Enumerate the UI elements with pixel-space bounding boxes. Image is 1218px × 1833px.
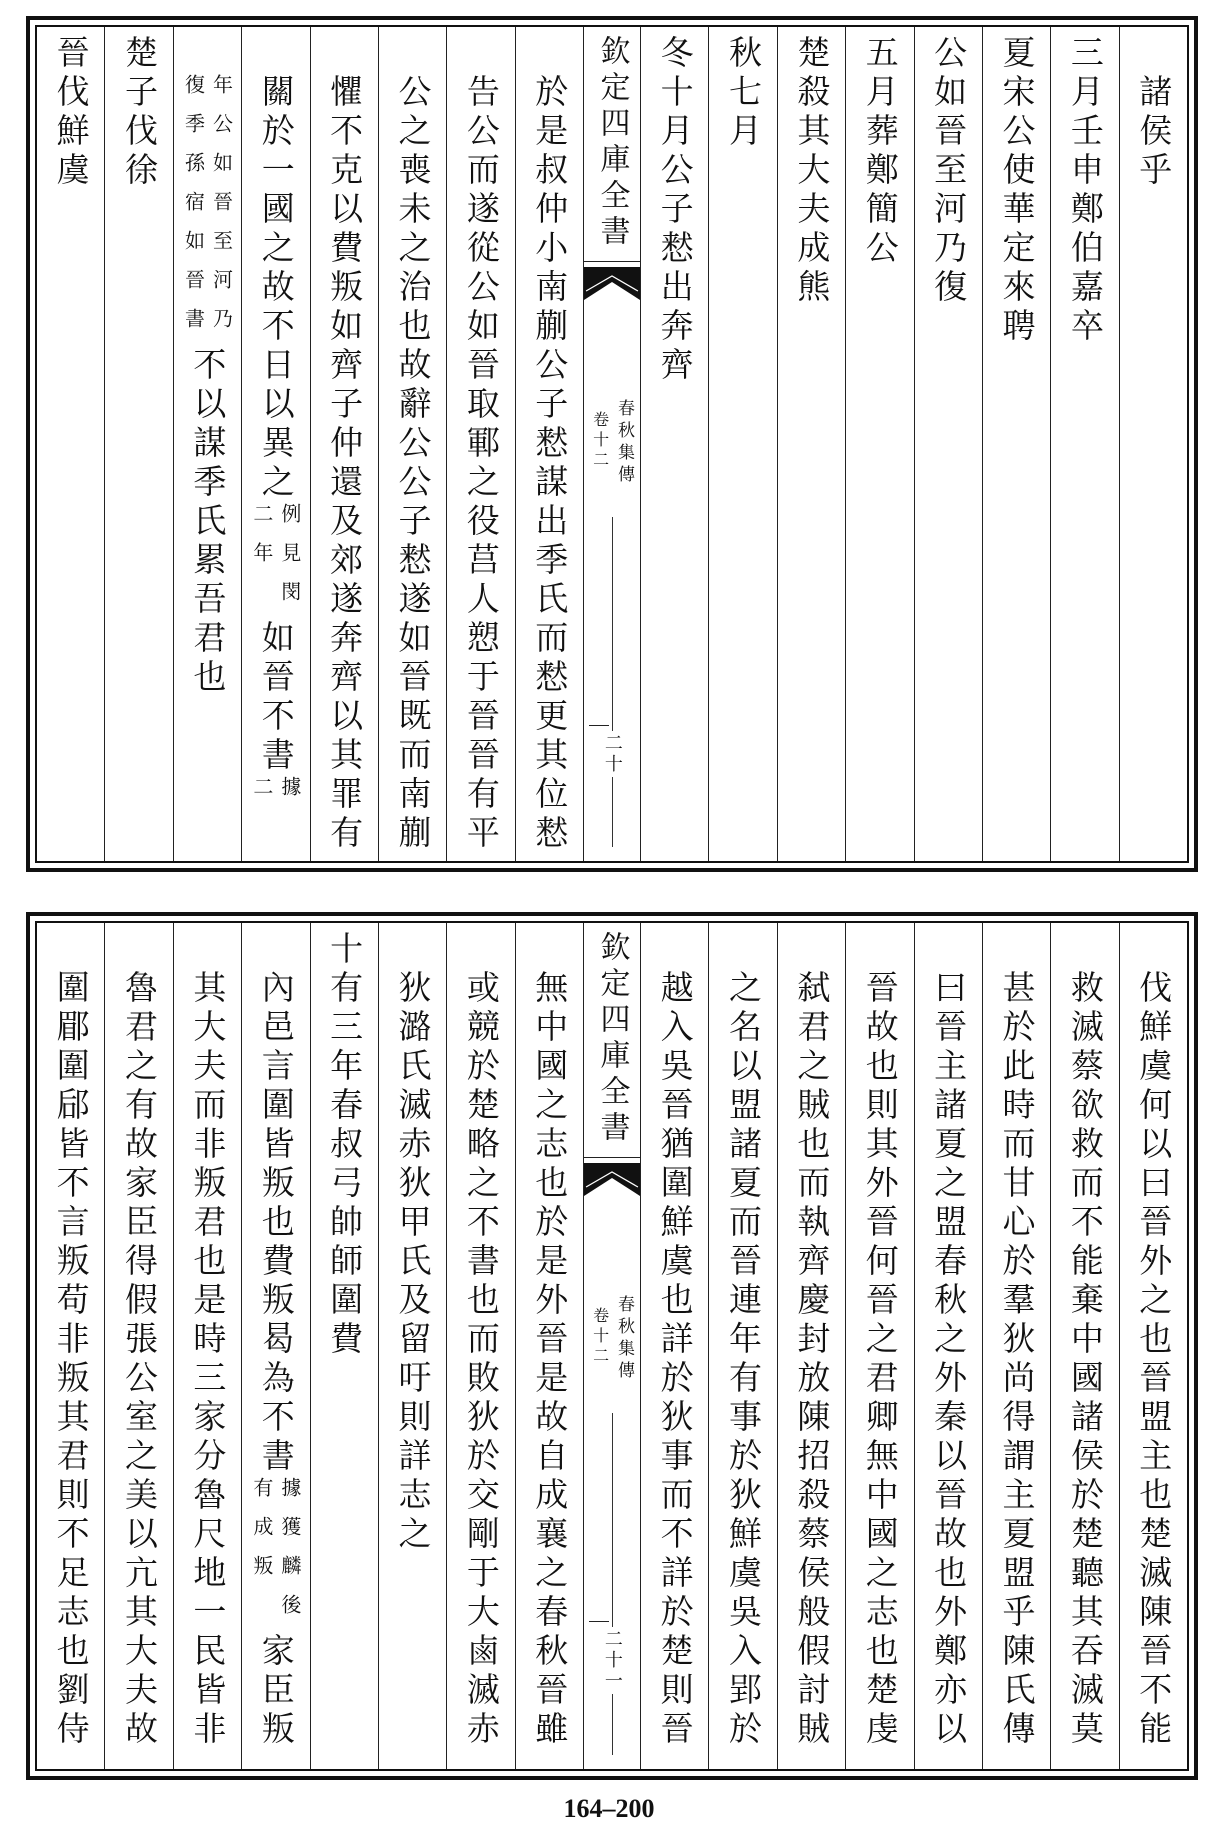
classic-text: 十有三年春叔弓帥師圍費 (325, 931, 365, 1360)
note-line-left: 二 (249, 776, 274, 815)
banxin-folio-tick (589, 1621, 609, 1622)
series-title: 欽定四庫全書 (594, 931, 630, 1147)
left-text-column-4 (310, 27, 378, 861)
right-text-column-5 (845, 27, 913, 861)
left-text-column-2 (446, 27, 514, 861)
note-line-right: 據獲麟後 (277, 1477, 302, 1633)
commentary-text: 公之喪未之治也故辭公公子慭遂如晉既而南蒯 (393, 74, 433, 854)
inner-frame (35, 921, 1189, 1771)
left-text-column-8 (37, 923, 104, 1769)
note-line-left: 二年 (249, 503, 274, 581)
banxin-center-line (612, 1413, 613, 1755)
commentary-text: 無中國之志也於是外晉是故自成襄之春秋晉雖 (530, 970, 570, 1750)
classic-text: 夏宋公使華定來聘 (997, 35, 1037, 347)
commentary-text: 伐鮮虞何以曰晉外之也晉盟主也楚滅陳晉不能 (1134, 970, 1174, 1750)
commentary-text: 諸侯乎 (1134, 74, 1174, 191)
series-title: 欽定四庫全書 (594, 35, 630, 251)
note-line-right: 據 (277, 776, 302, 815)
left-text-column-7 (104, 923, 172, 1769)
commentary-text: 晉故也則其外晉何晉之君卿無中國之志也楚虔 (860, 970, 900, 1750)
double-line-note (250, 776, 302, 815)
column-row (37, 923, 1187, 1769)
left-text-column-2 (446, 923, 514, 1769)
classic-text: 楚殺其大夫成熊 (792, 35, 832, 308)
right-text-column-2 (1050, 27, 1118, 861)
commentary-text: 家臣叛 (256, 1633, 296, 1750)
double-line-note (181, 74, 233, 347)
banxin-rule (584, 1157, 640, 1158)
left-text-column-1 (515, 923, 583, 1769)
juan-number: 卷十二 (590, 411, 610, 471)
left-text-column-1 (515, 27, 583, 861)
commentary-text: 關於一國之故不日以異之 (256, 74, 296, 503)
commentary-text: 救滅蔡欲救而不能棄中國諸侯於楚聽其吞滅莫 (1065, 970, 1105, 1750)
left-text-column-6 (173, 923, 241, 1769)
left-text-column-3 (378, 923, 446, 1769)
classic-text: 楚子伐徐 (120, 35, 160, 191)
commentary-text: 弑君之賊也而執齊慶封放陳招殺蔡侯般假討賊 (792, 970, 832, 1750)
banxin-center-strip (583, 27, 640, 861)
left-text-column-7 (104, 27, 172, 861)
inner-frame (35, 25, 1189, 863)
note-line-left: 有成叛 (249, 1477, 274, 1594)
commentary-text: 懼不克以費叛如齊子仲還及郊遂奔齊以其罪有 (325, 74, 365, 854)
commentary-text: 其大夫而非叛君也是時三家分魯尺地一民皆非 (188, 970, 228, 1750)
commentary-text: 甚於此時而甘心於羣狄尚得謂主夏盟乎陳氏傳 (997, 970, 1037, 1750)
folio-number: 二十 (601, 733, 623, 775)
commentary-text: 於是叔仲小南蒯公子慭謀出季氏而慭更其位慭 (530, 74, 570, 854)
fishtail-mark (584, 267, 640, 301)
right-text-column-7 (708, 27, 776, 861)
folio-page-top (26, 16, 1198, 872)
note-line-left: 復季孫宿如晉書 (181, 74, 206, 347)
right-text-column-6 (777, 27, 845, 861)
commentary-text: 或競於楚略之不書也而敗狄於交剛于大鹵滅赤 (461, 970, 501, 1750)
right-text-column-4 (914, 27, 982, 861)
right-text-column-2 (1050, 923, 1118, 1769)
double-line-note (250, 1477, 302, 1633)
right-text-column-5 (845, 923, 913, 1769)
book-title: 春秋集傳 (614, 1295, 634, 1383)
folio-page-bottom (26, 912, 1198, 1780)
commentary-text: 不以謀季氏累吾君也 (188, 347, 228, 698)
banxin-center-strip (583, 923, 640, 1769)
right-text-column-1 (1119, 27, 1187, 861)
left-text-column-4 (310, 923, 378, 1769)
double-line-note (250, 503, 302, 620)
banxin-folio-tick (589, 725, 609, 726)
classic-text: 三月壬申鄭伯嘉卒 (1065, 35, 1105, 347)
note-line-right: 年公如晉至河乃 (209, 74, 234, 347)
left-text-column-6 (173, 27, 241, 861)
page-footer-number: 164–200 (563, 1794, 655, 1823)
right-text-column-1 (1119, 923, 1187, 1769)
classic-text: 公如晉至河乃復 (929, 35, 969, 308)
commentary-text: 狄潞氏滅赤狄甲氏及留吁則詳志之 (393, 970, 433, 1555)
classic-text: 晉伐鮮虞 (51, 35, 91, 191)
commentary-text: 之名以盟諸夏而晉連年有事於狄鮮虞吳入郢於 (724, 970, 764, 1750)
commentary-text: 內邑言圍皆叛也費叛曷為不書 (256, 970, 296, 1477)
column-row (37, 27, 1187, 861)
commentary-text: 越入吳晉猶圍鮮虞也詳於狄事而不詳於楚則晉 (655, 970, 695, 1750)
commentary-text: 魯君之有故家臣得假張公室之美以亢其大夫故 (120, 970, 160, 1750)
right-text-column-6 (777, 923, 845, 1769)
right-text-column-3 (982, 27, 1050, 861)
right-text-column-7 (708, 923, 776, 1769)
fishtail-mark (584, 1163, 640, 1197)
left-text-column-5 (241, 923, 309, 1769)
right-text-column-4 (914, 923, 982, 1769)
left-text-column-5 (241, 27, 309, 861)
classic-text: 冬十月公子慭出奔齊 (655, 35, 695, 386)
commentary-text: 圍郿圍郈皆不言叛苟非叛其君則不足志也劉侍 (51, 970, 91, 1750)
juan-number: 卷十二 (590, 1307, 610, 1367)
left-text-column-3 (378, 27, 446, 861)
banxin-center-line (612, 517, 613, 847)
classic-text: 秋七月 (724, 35, 764, 152)
fishtail-shape (584, 267, 640, 300)
commentary-text: 告公而遂從公如晉取鄆之役莒人愬于晉晉有平 (461, 74, 501, 854)
right-text-column-3 (982, 923, 1050, 1769)
folio-number: 二十一 (601, 1629, 623, 1692)
book-title: 春秋集傳 (614, 399, 634, 487)
commentary-text: 如晉不書 (256, 620, 296, 776)
commentary-text: 曰晉主諸夏之盟春秋之外秦以晉故也外鄭亦以 (929, 970, 969, 1750)
right-text-column-8 (640, 923, 708, 1769)
banxin-rule (584, 261, 640, 262)
fishtail-shape (584, 1163, 640, 1196)
note-line-right: 例見閔 (277, 503, 302, 620)
left-text-column-8 (37, 27, 104, 861)
right-text-column-8 (640, 27, 708, 861)
classic-text: 五月葬鄭簡公 (860, 35, 900, 269)
